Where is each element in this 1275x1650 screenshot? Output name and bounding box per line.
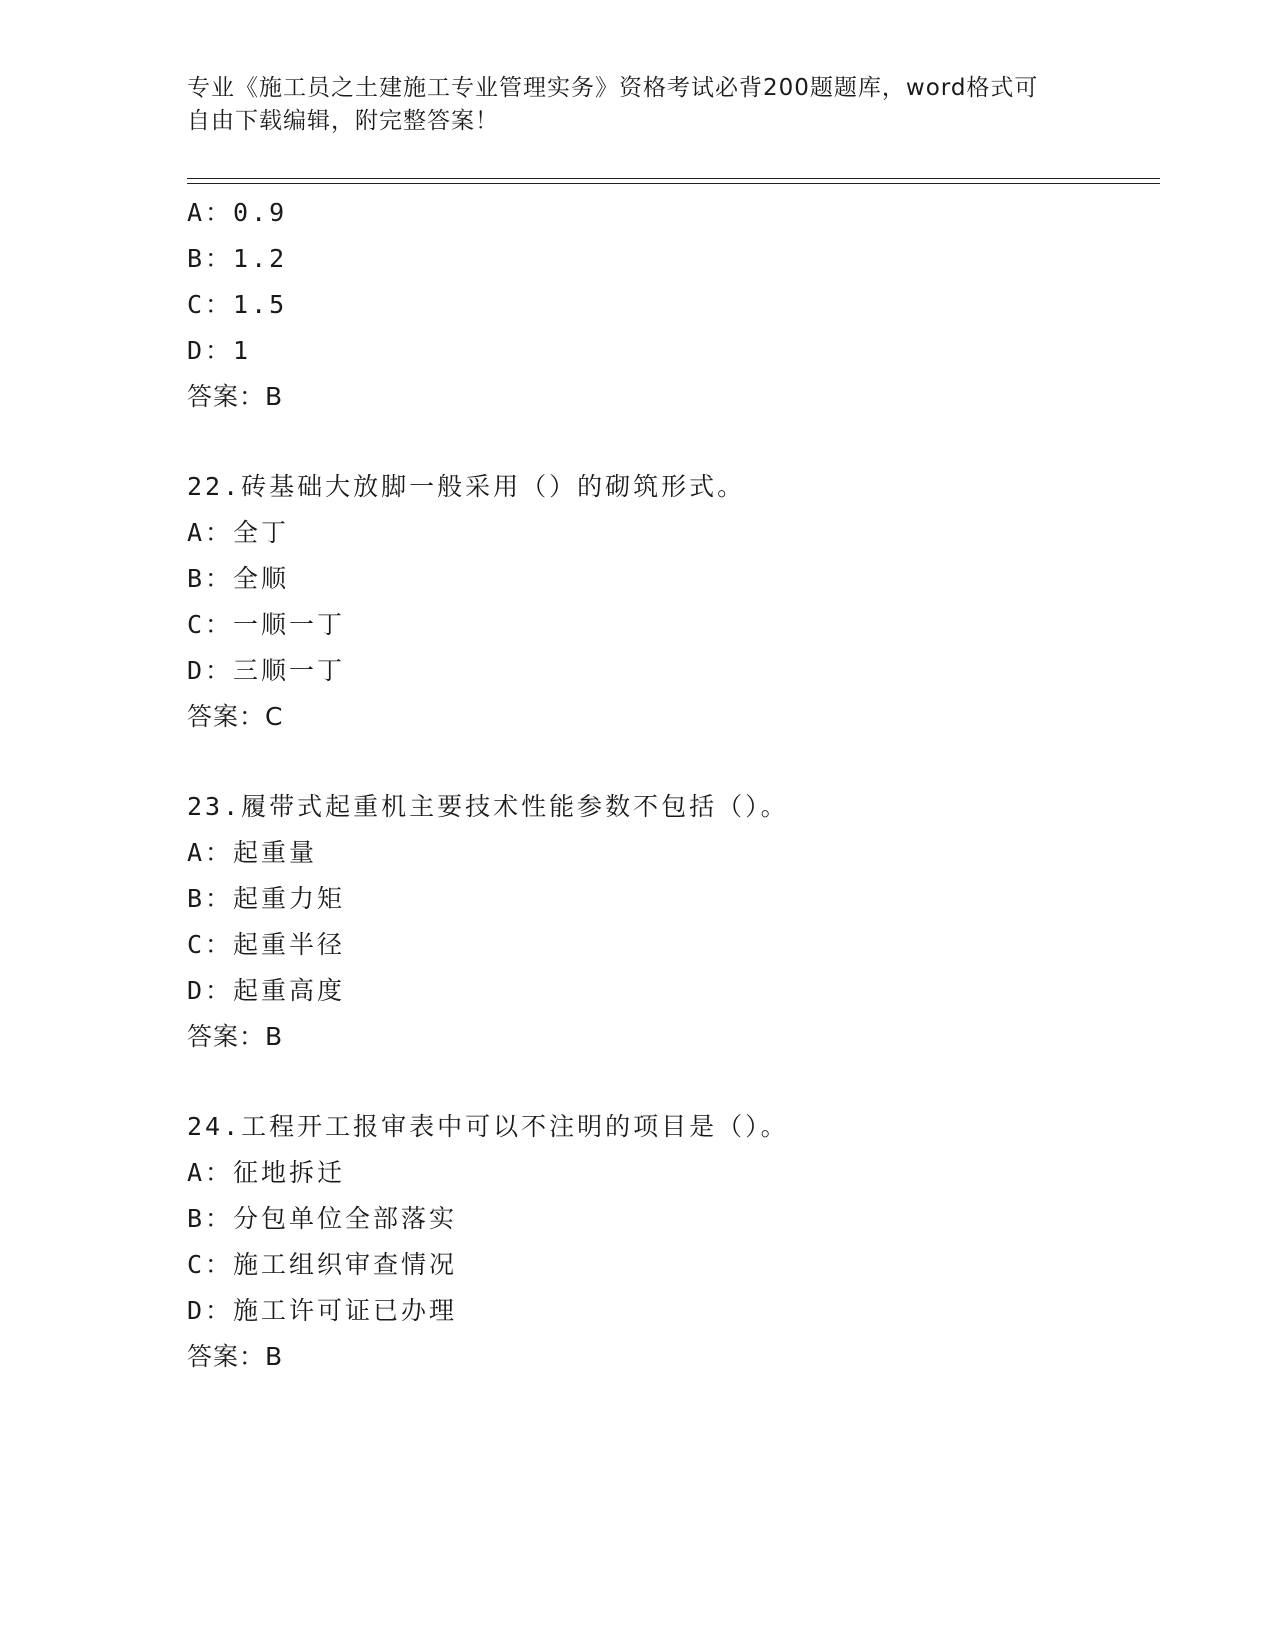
question-text: 24.工程开工报审表中可以不注明的项目是（）。: [187, 1112, 789, 1141]
option-b: B：1.2: [187, 244, 288, 273]
option-c: C：起重半径: [187, 930, 346, 959]
header-divider-top: [187, 178, 1160, 179]
option-a: A：全丁: [187, 518, 290, 547]
answer-text: 答案：B: [187, 1022, 284, 1051]
option-d: D：起重高度: [187, 976, 346, 1005]
question-text: 22.砖基础大放脚一般采用（）的砌筑形式。: [187, 472, 746, 501]
question-block-21: [187, 190, 1160, 420]
header-divider-bottom: [187, 183, 1160, 184]
document-header: [187, 72, 1067, 138]
option-b: B：起重力矩: [187, 884, 346, 913]
option-c: C：施工组织审查情况: [187, 1250, 458, 1279]
answer-text: 答案：B: [187, 382, 284, 411]
option-d: D：施工许可证已办理: [187, 1296, 458, 1325]
question-text: 23.履带式起重机主要技术性能参数不包括（）。: [187, 792, 789, 821]
question-block-22: [187, 464, 1160, 740]
option-a: A：起重量: [187, 838, 318, 867]
option-a: A：征地拆迁: [187, 1158, 346, 1187]
option-a: A：0.9: [187, 198, 288, 227]
option-c: C：一顺一丁: [187, 610, 346, 639]
option-b: B：分包单位全部落实: [187, 1204, 458, 1233]
answer-text: 答案：B: [187, 1342, 284, 1371]
question-spacer: [187, 420, 1160, 464]
question-list: [187, 190, 1160, 1380]
option-c: C：1.5: [187, 290, 288, 319]
header-title-line-1: 专业《施工员之土建施工专业管理实务》资格考试必背200题题库，word格式可: [187, 75, 1039, 101]
question-block-23: [187, 784, 1160, 1060]
answer-text: 答案：C: [187, 702, 284, 731]
question-spacer: [187, 1060, 1160, 1104]
option-b: B：全顺: [187, 564, 290, 593]
question-spacer: [187, 740, 1160, 784]
option-d: D：三顺一丁: [187, 656, 346, 685]
header-title-line-2: 自由下载编辑，附完整答案！: [187, 108, 499, 134]
option-d: D：1: [187, 336, 252, 365]
question-block-24: [187, 1104, 1160, 1380]
